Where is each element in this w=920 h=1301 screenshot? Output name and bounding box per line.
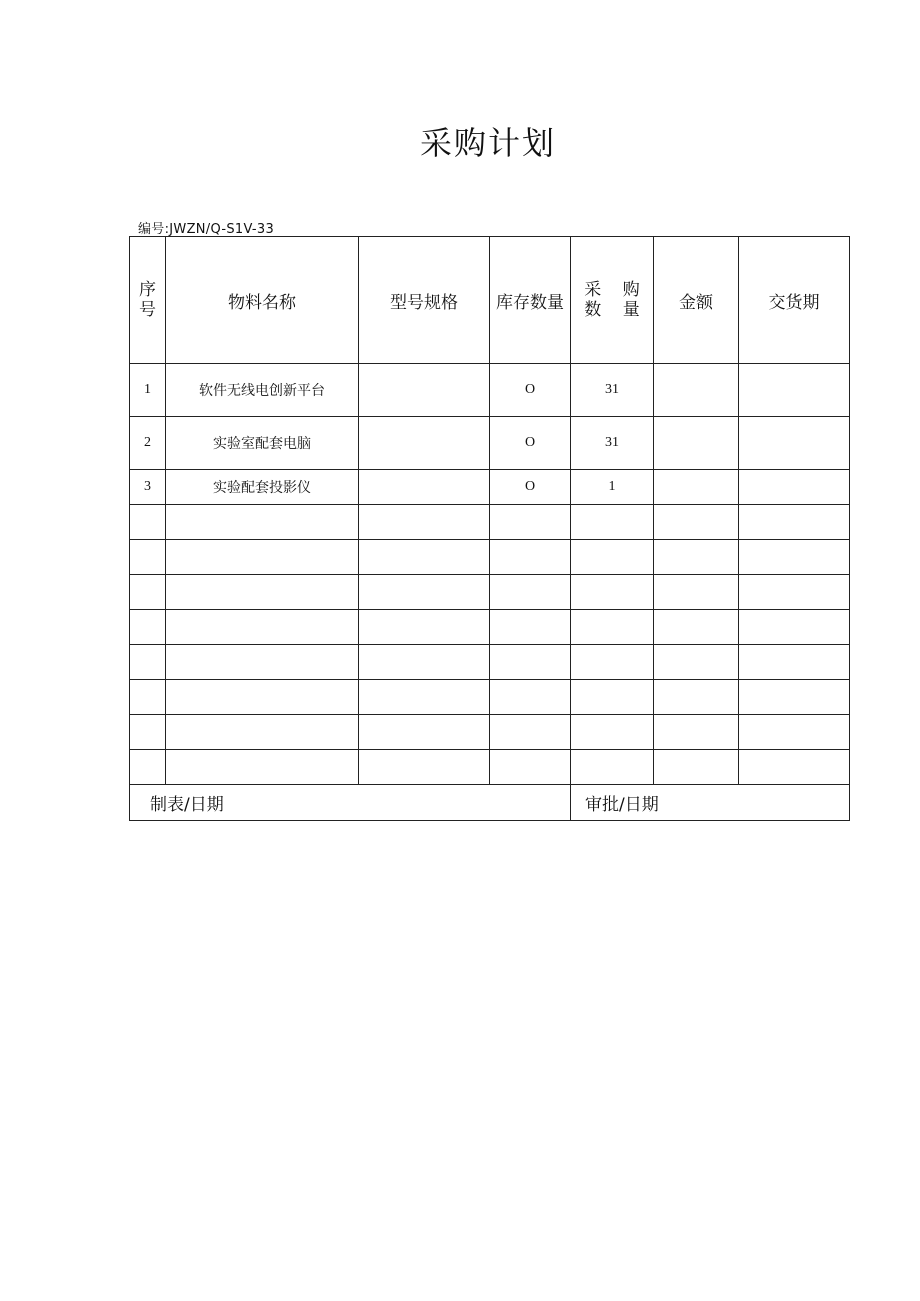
cell-material-name: 软件无线电创新平台 [166,364,359,417]
header-purchase-line1: 采 购 [584,280,648,300]
empty-cell [166,610,359,645]
cell-delivery [739,417,850,470]
empty-cell [490,575,571,610]
empty-cell [739,505,850,540]
page-title: 采购计划 [419,124,556,162]
empty-cell [654,610,739,645]
empty-table-row [130,575,850,610]
empty-cell [571,645,654,680]
empty-table-row [130,505,850,540]
cell-delivery [739,470,850,505]
cell-seq: 2 [130,417,166,470]
empty-cell [359,575,490,610]
empty-cell [739,750,850,785]
empty-cell [571,750,654,785]
cell-seq: 3 [130,470,166,505]
cell-purchase-qty: 31 [571,364,654,417]
empty-table-row [130,750,850,785]
table-row [130,364,850,417]
cell-material-name: 实验室配套电脑 [166,417,359,470]
cell-amount [654,364,739,417]
header-row [130,237,850,364]
empty-cell [490,715,571,750]
empty-cell [359,610,490,645]
empty-table-row [130,610,850,645]
empty-table-row [130,645,850,680]
empty-table-row [130,715,850,750]
empty-cell [359,540,490,575]
empty-cell [490,540,571,575]
cell-model-spec [359,470,490,505]
purchase-plan-table [129,236,850,821]
empty-cell [359,680,490,715]
cell-model-spec [359,417,490,470]
cell-stock-qty: O [490,470,571,505]
empty-table-row [130,540,850,575]
empty-cell [571,540,654,575]
header-purchase-line2: 数 量 [584,300,648,320]
empty-cell [654,680,739,715]
header-purchase-qty [571,237,654,364]
cell-delivery [739,364,850,417]
empty-cell [571,610,654,645]
empty-cell [166,715,359,750]
approved-by-date: 审批/日期 [571,785,850,821]
empty-cell [130,715,166,750]
cell-amount [654,417,739,470]
header-seq-line2: 号 [139,300,156,320]
empty-cell [654,750,739,785]
header-material-name: 物料名称 [166,237,359,364]
empty-cell [739,680,850,715]
empty-cell [130,575,166,610]
empty-cell [166,750,359,785]
cell-purchase-qty: 31 [571,417,654,470]
header-amount: 金额 [654,237,739,364]
empty-cell [166,680,359,715]
table-row [130,417,850,470]
prepared-by-date: 制表/日期 [130,785,571,821]
empty-cell [654,540,739,575]
empty-cell [166,575,359,610]
cell-stock-qty: O [490,364,571,417]
empty-cell [130,540,166,575]
empty-cell [571,680,654,715]
empty-cell [490,680,571,715]
empty-cell [130,680,166,715]
empty-cell [166,645,359,680]
empty-cell [739,610,850,645]
empty-cell [359,505,490,540]
empty-cell [739,645,850,680]
empty-cell [166,540,359,575]
empty-cell [359,715,490,750]
document-number: 编号:JWZN/Q-S1V-33 [138,222,275,237]
cell-purchase-qty: 1 [571,470,654,505]
empty-cell [654,505,739,540]
empty-cell [130,750,166,785]
header-seq [130,237,166,364]
cell-model-spec [359,364,490,417]
header-model-spec: 型号规格 [359,237,490,364]
header-seq-line1: 序 [139,280,156,300]
empty-cell [571,505,654,540]
empty-cell [654,715,739,750]
empty-table-row [130,680,850,715]
header-stock-qty: 库存数量 [490,237,571,364]
header-delivery: 交货期 [739,237,850,364]
empty-cell [130,505,166,540]
empty-cell [166,505,359,540]
empty-cell [130,645,166,680]
empty-cell [739,575,850,610]
empty-cell [490,750,571,785]
empty-cell [359,750,490,785]
cell-amount [654,470,739,505]
empty-cell [490,505,571,540]
cell-stock-qty: O [490,417,571,470]
empty-rows [130,505,850,785]
signature-row [130,785,850,821]
empty-cell [739,715,850,750]
empty-cell [654,575,739,610]
empty-cell [490,610,571,645]
cell-material-name: 实验配套投影仪 [166,470,359,505]
empty-cell [571,715,654,750]
empty-cell [739,540,850,575]
cell-seq: 1 [130,364,166,417]
empty-cell [359,645,490,680]
empty-cell [571,575,654,610]
empty-cell [490,645,571,680]
empty-cell [654,645,739,680]
table-row [130,470,850,505]
empty-cell [130,610,166,645]
